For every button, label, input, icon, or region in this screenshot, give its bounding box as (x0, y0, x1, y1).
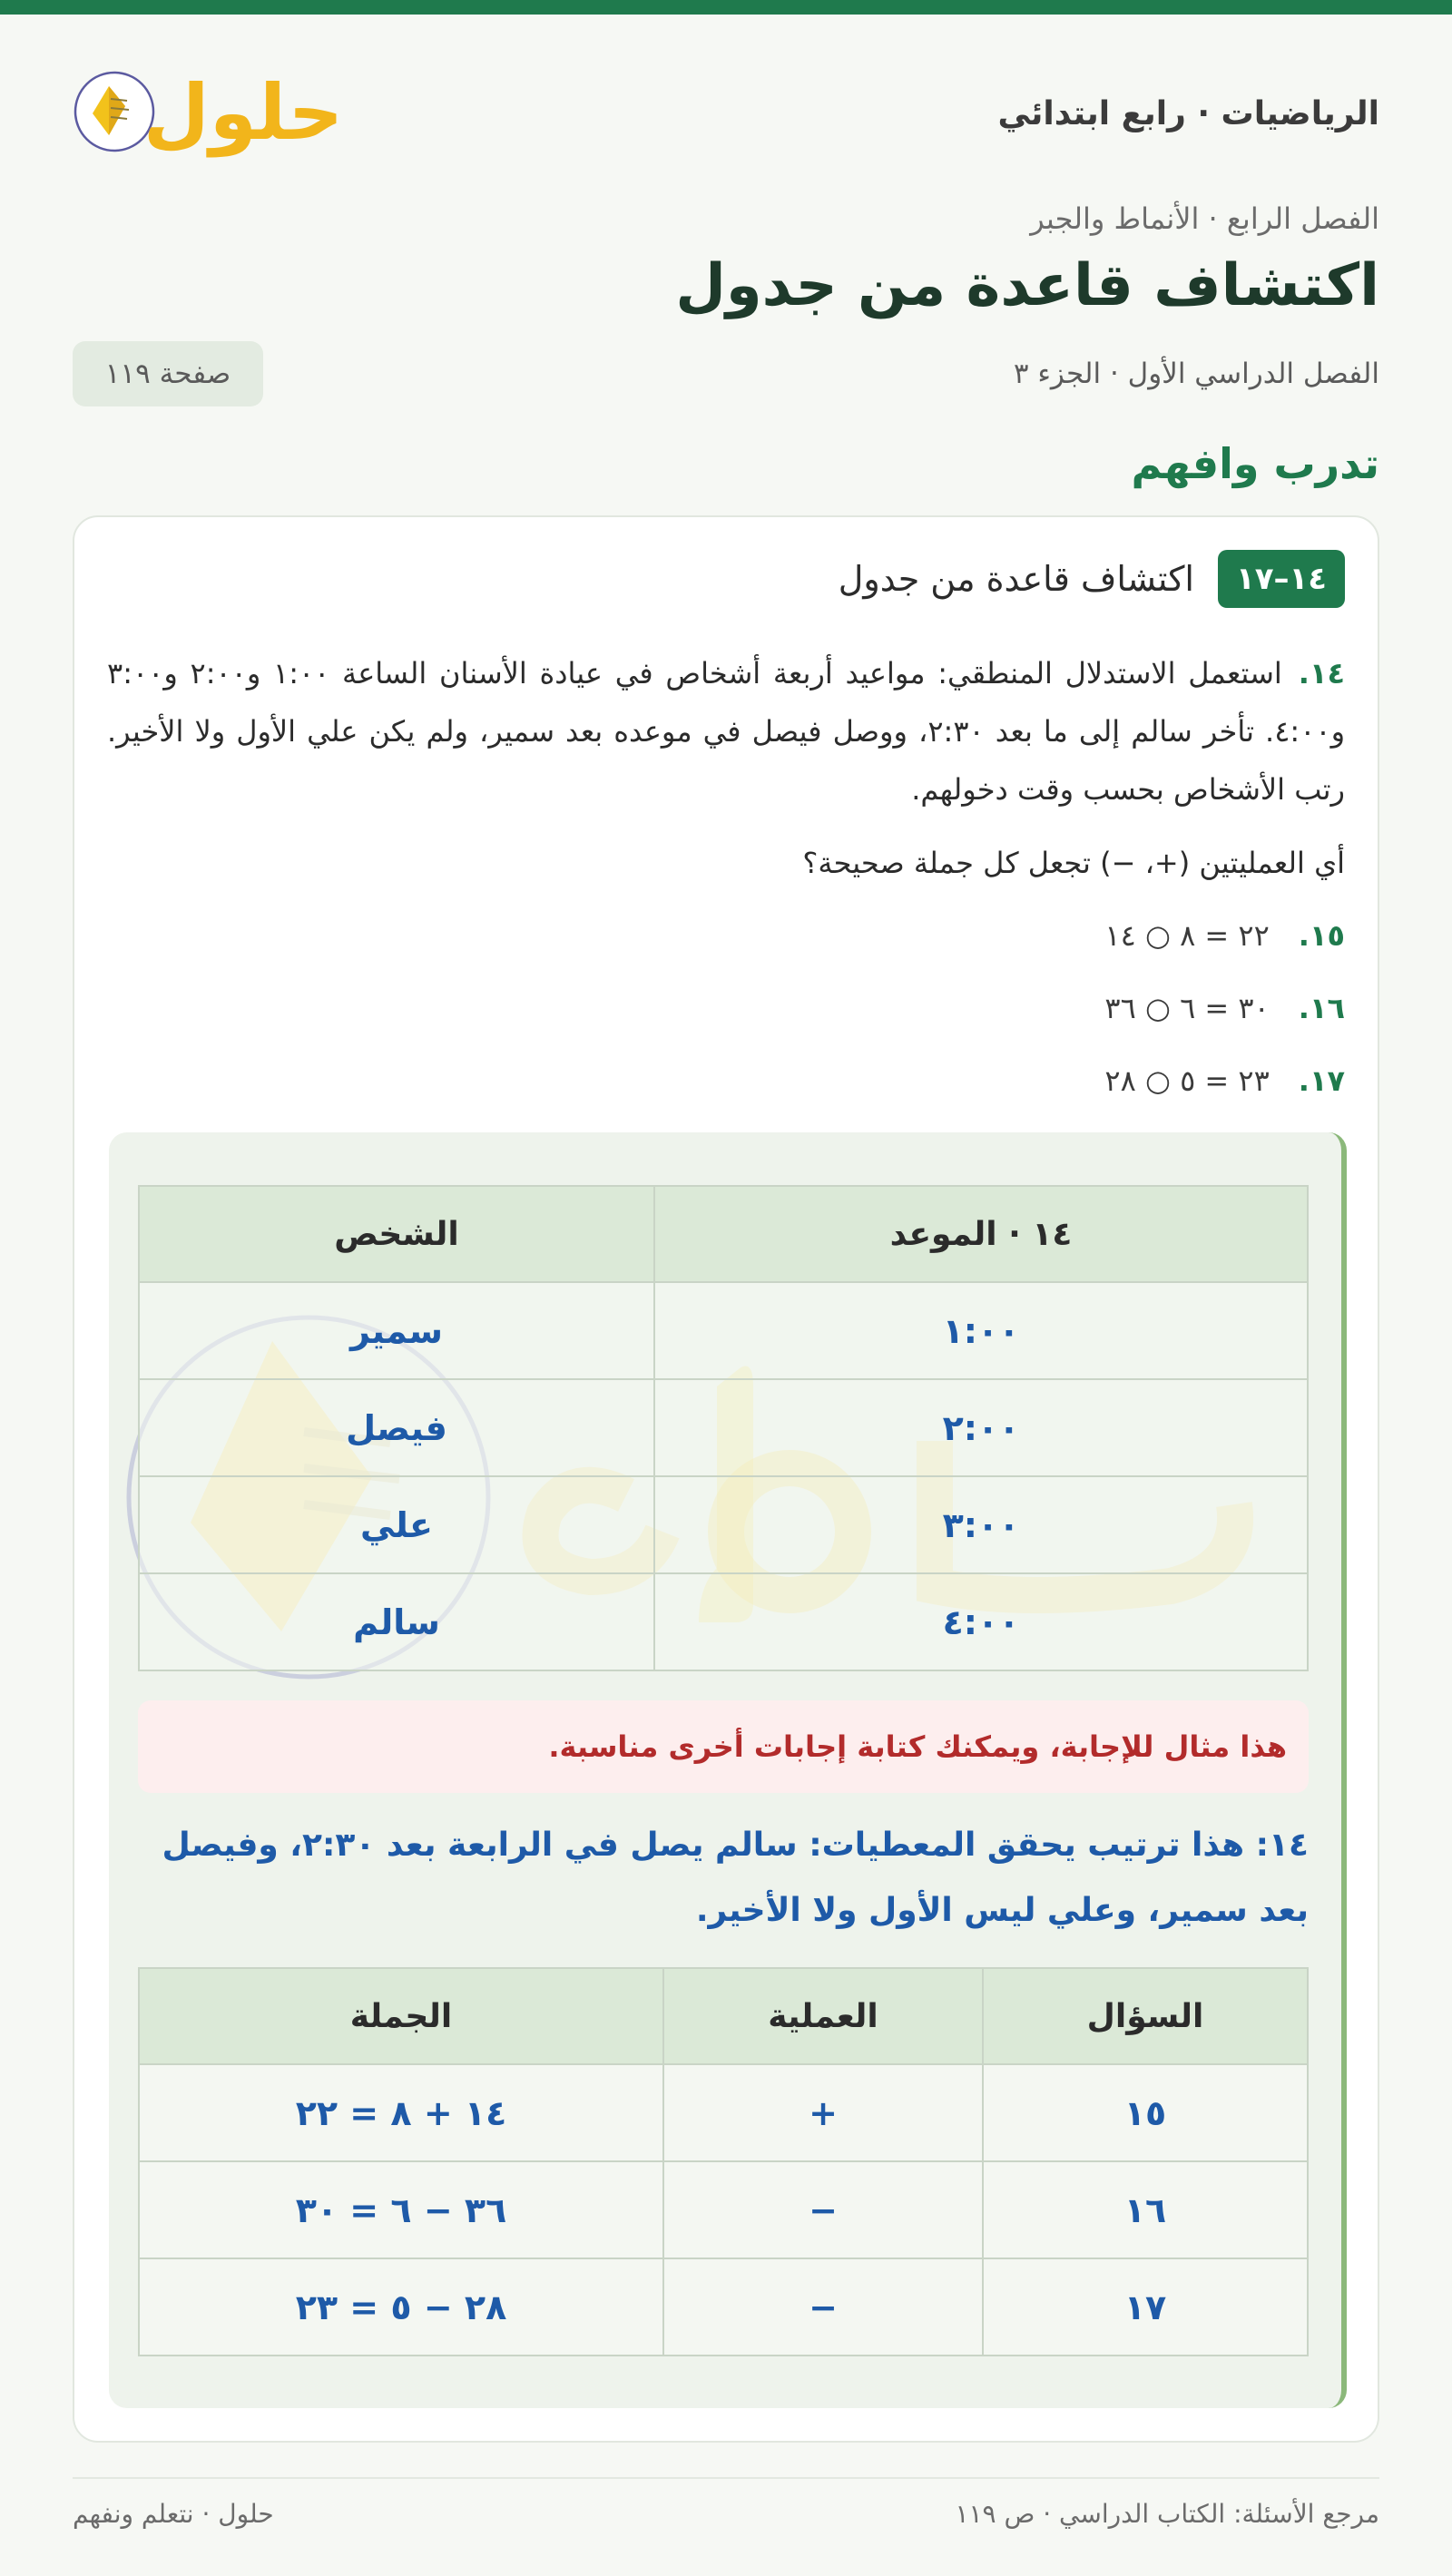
answer-explanation: ١٤: هذا ترتيب يحقق المعطيات: سالم يصل في الرابعة بعد ٢:٣٠، وفيصل بعد سمير، وعلي ليس الأول ولا الأخير. (162, 1827, 1309, 1929)
exercise-card (73, 515, 1379, 2443)
equation-17 (1104, 1063, 1345, 1098)
operation-cell: + (663, 2064, 983, 2161)
equation-text: ٢٣ = ٥ ○ ٢٨ (1104, 1063, 1270, 1098)
chapter-label: الفصل الرابع · الأنماط والجبر (1030, 201, 1379, 236)
sentence-cell: ٣٦ − ٦ = ٣٠ (139, 2161, 663, 2258)
answer-panel (109, 1132, 1347, 2408)
question-cell: ١٦ (983, 2161, 1308, 2258)
page-header (73, 54, 1379, 172)
time-cell: ٤:٠٠ (654, 1573, 1308, 1670)
problem-text: استعمل الاستدلال المنطقي: مواعيد أربعة أشخاص في عيادة الأسنان الساعة ١:٠٠ و٢:٠٠ و٣:٠٠ و٤:٠٠. تأخر سالم إلى ما بعد ٢:٣٠، ووصل فيصل في موعده بعد سمير، ولم يكن علي الأول ولا الأخير. رتب الأشخاص بحسب وقت دخولهم. (107, 656, 1346, 807)
page-footer (73, 2499, 1379, 2529)
equation-15 (1104, 918, 1345, 953)
sentence-cell: ٢٨ − ٥ = ٢٣ (139, 2258, 663, 2356)
problem-number: ١٧. (1298, 1063, 1345, 1098)
column-header: الجملة (139, 1968, 663, 2064)
operation-cell: − (663, 2258, 983, 2356)
card-header (839, 550, 1345, 608)
table-row (139, 2161, 1308, 2258)
section-heading: تدرب وافهم (1131, 439, 1379, 488)
footer-divider (73, 2477, 1379, 2479)
time-cell: ٣:٠٠ (654, 1476, 1308, 1573)
semester-label: الفصل الدراسي الأول · الجزء ٣ (1013, 358, 1379, 390)
exercise-range-badge: ١٤–١٧ (1218, 550, 1345, 608)
table-header-row (139, 1186, 1308, 1282)
column-header: السؤال (983, 1968, 1308, 2064)
site-logo[interactable] (73, 62, 344, 165)
person-cell: فيصل (139, 1379, 654, 1476)
table-row (139, 1476, 1308, 1573)
table-row (139, 2258, 1308, 2356)
table-header-row (139, 1968, 1308, 2064)
time-cell: ١:٠٠ (654, 1282, 1308, 1379)
sample-answer-note: هذا مثال للإجابة، ويمكنك كتابة إجابات أخرى مناسبة. (138, 1700, 1309, 1793)
operations-question: أي العمليتين (+، −) تجعل كل جملة صحيحة؟ (802, 846, 1345, 880)
table-row (139, 2064, 1308, 2161)
page-number-badge: صفحة ١١٩ (73, 341, 263, 406)
equation-text: ٣٠ = ٦ ○ ٣٦ (1104, 991, 1270, 1025)
logo-text: حلول (142, 68, 344, 157)
equation-16 (1104, 991, 1345, 1025)
card-title: اكتشاف قاعدة من جدول (838, 559, 1194, 599)
question-cell: ١٥ (983, 2064, 1308, 2161)
footer-reference: مرجع الأسئلة: الكتاب الدراسي · ص ١١٩ (955, 2499, 1379, 2529)
problem-number: ١٤. (1298, 656, 1345, 691)
equation-text: ٢٢ = ٨ ○ ١٤ (1104, 918, 1270, 953)
column-header: الشخص (139, 1186, 654, 1282)
table-row (139, 1573, 1308, 1670)
table-row (139, 1282, 1308, 1379)
footer-brand[interactable]: حلول · نتعلم ونفهم (73, 2499, 274, 2529)
person-cell: سمير (139, 1282, 654, 1379)
problem-14 (107, 644, 1345, 818)
schedule-table (138, 1185, 1309, 1671)
person-cell: سالم (139, 1573, 654, 1670)
problem-number: ١٦. (1298, 991, 1345, 1025)
problem-number: ١٥. (1298, 918, 1345, 953)
top-accent-bar (0, 0, 1452, 15)
table-row (139, 1379, 1308, 1476)
column-header: ١٤ · الموعد (654, 1186, 1308, 1282)
column-header: العملية (663, 1968, 983, 2064)
operation-cell: − (663, 2161, 983, 2258)
sentence-cell: ١٤ + ٨ = ٢٢ (139, 2064, 663, 2161)
question-cell: ١٧ (983, 2258, 1308, 2356)
meta-row (73, 341, 1379, 406)
time-cell: ٢:٠٠ (654, 1379, 1308, 1476)
subject-label: الرياضيات · رابع ابتدائي (997, 94, 1379, 132)
person-cell: علي (139, 1476, 654, 1573)
logo-wordmark (142, 62, 344, 165)
page-title: اكتشاف قاعدة من جدول (675, 252, 1379, 319)
operations-table (138, 1967, 1309, 2356)
